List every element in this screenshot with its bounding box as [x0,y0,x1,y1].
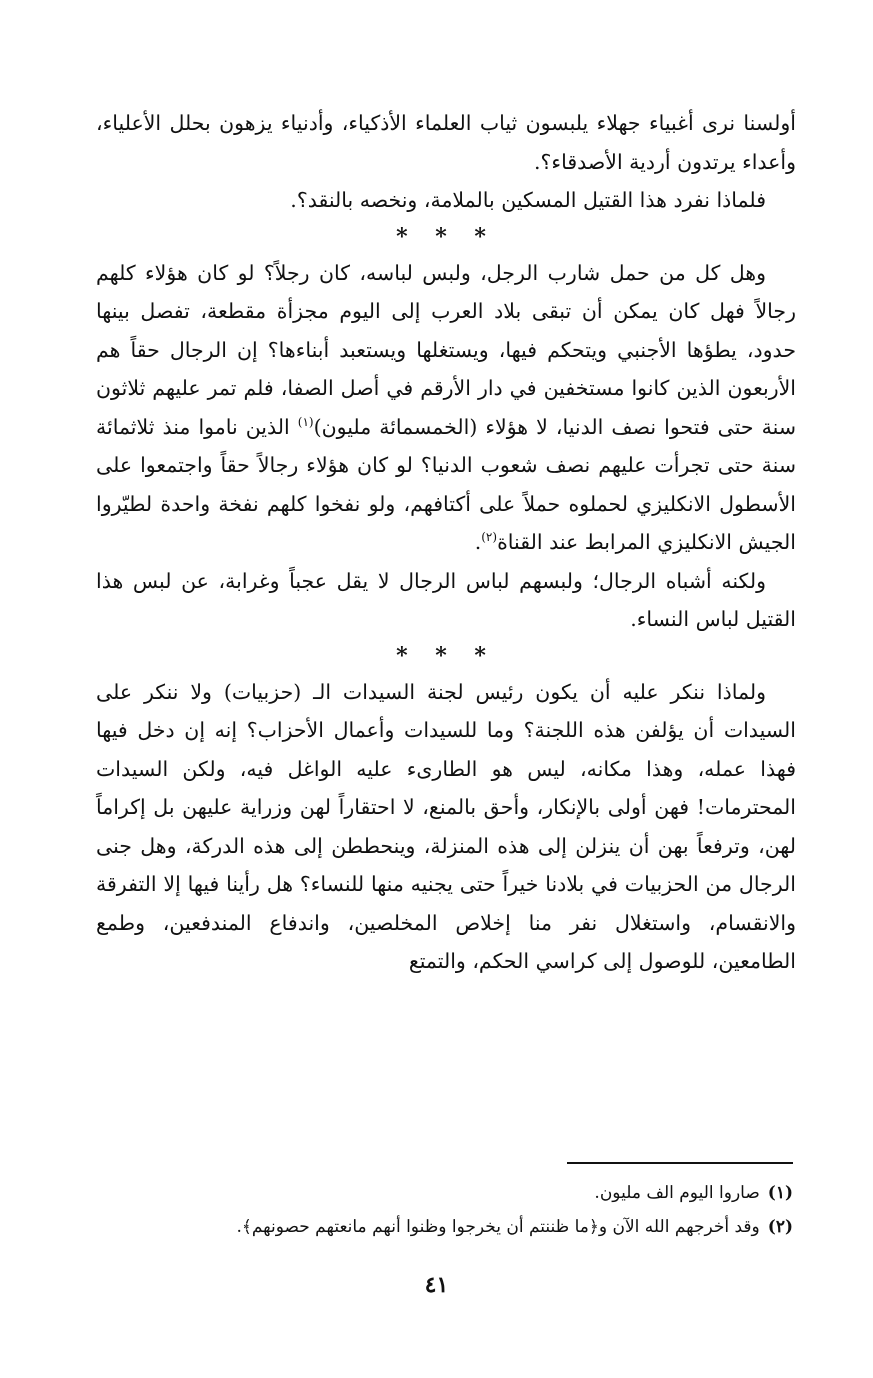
paragraph: أولسنا نرى أغبياء جهلاء يلبسون ثياب العلماء الأذكياء، وأدنياء يزهون بحلل الأعلياء، وأعداء يرتدون أردية الأصدقاء؟. [96,111,796,174]
footnote-number: (١) [767,1183,793,1203]
footnote-number: (٢) [767,1217,793,1237]
footnote-text: وقد أخرجهم الله الآن و﴿ما ظننتم أن يخرجوا وظنوا أنهم مانعتهم حصونهم﴾. [236,1217,760,1237]
section-separator: * * * [396,223,496,250]
paragraph-text: الذين ناموا منذ ثلاثمائة سنة حتى تجرأت عليهم نصف شعوب الدنيا؟ لو كان هؤلاء رجالاً حقاً واجتمعوا على الأسطول الانكليزي لحملوه حملاً على أكتافهم، ولو نفخوا كلهم نفخة واحدة لطيّروا الجيش الانكليزي المرابط عند القناة [96,414,796,554]
section-separator: * * * [396,642,496,669]
paragraph: ولكنه أشباه الرجال؛ ولبسهم لباس الرجال لا يقل عجباً وغرابة، عن لبس هذا القتيل لباس النساء. [96,568,796,631]
paragraph: ولماذا ننكر عليه أن يكون رئيس لجنة السيدات الـ (حزبيات) ولا ننكر على السيدات أن يؤلفن هذه اللجنة؟ وما للسيدات وأعمال الأحزاب؟ إنه إن دخل فيها فهذا عمله، وهذا مكانه، ليس هو الطارىء عليه الواغل فيه، ولكن السيدات المحترمات! فهن أولى بالإنكار، وأحق بالمنع، لا احتقاراً لهن وزراية عليهن بل إكراماً لهن، وترفعاً بهن أن ينزلن إلى هذه المنزلة، وينحططن إلى هذه الدركة، وهل جنى الرجال من الحزبيات في بلادنا خيراً حتى يجنيه منها للنساء؟ هل رأينا فيها إلا التفرقة والانقسام، واستغلال نفر منا إخلاص المخلصين، واندفاع المندفعين، وطمع الطامعين، للوصول إلى كراسي الحكم، والتمتع [96,679,796,973]
paragraph [96,254,796,562]
footnote [93,1176,793,1210]
footnote-text: صاروا اليوم الف مليون. [594,1183,760,1203]
paragraph: فلماذا نفرد هذا القتيل المسكين بالملامة، ونخصه بالنقد؟. [290,188,766,212]
footnotes [93,1176,793,1244]
paragraph-text: . [474,530,482,554]
page-number: ٤١ [424,1272,449,1298]
footnote-marker: (٢) [481,530,498,545]
footnote [93,1210,793,1244]
footnote-divider [567,1162,793,1164]
footnote-marker: (١) [297,414,314,429]
paragraph-text: وهل كل من حمل شارب الرجل، ولبس لباسه، كان رجلاً؟ لو كان هؤلاء كلهم رجالاً فهل كان يمكن أن تبقى بلاد العرب إلى اليوم مجزأة مقطعة، تفصل بينها حدود، يطؤها الأجنبي ويتحكم فيها، ويستغلها ويستعبد أبناءها؟ إن الرجال حقاً هم الأربعون الذين كانوا مستخفين في دار الأرقم في أصل الصفا، فلم تمر عليهم ثلاثون سنة حتى فتحوا نصف الدنيا، لا هؤلاء (الخمسمائة مليون) [96,260,796,439]
page-body [96,104,796,981]
